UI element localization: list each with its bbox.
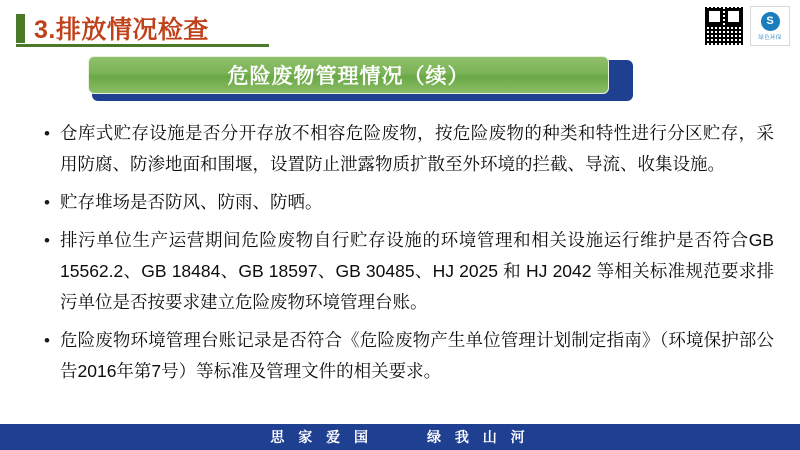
list-item xyxy=(44,325,774,387)
logo-caption: 绿色环保 xyxy=(758,34,782,41)
section-banner xyxy=(88,56,633,101)
list-item-text: 危险废物环境管理台账记录是否符合《危险废物产生单位管理计划制定指南》（环境保护部公告2016年第7号）等标准及管理文件的相关要求。 xyxy=(60,330,774,381)
bullet-marker-icon: • xyxy=(44,231,50,250)
banner-plate xyxy=(88,56,609,94)
page-footer xyxy=(0,424,800,450)
list-item-text: 仓库式贮存设施是否分开存放不相容危险废物，按危险废物的种类和特性进行分区贮存，采用防腐、防渗地面和围堰，设置防止泄露物质扩散至外环境的拦截、导流、收集设施。 xyxy=(60,123,774,174)
bullet-list xyxy=(44,118,774,394)
logo-group xyxy=(704,6,790,46)
page-header xyxy=(16,10,209,46)
list-item-text: 贮存堆场是否防风、防雨、防晒。 xyxy=(60,192,323,212)
page-title: 3.排放情况检查 xyxy=(34,16,209,44)
list-item xyxy=(44,187,774,218)
bullet-marker-icon: • xyxy=(44,331,50,350)
list-item xyxy=(44,118,774,180)
list-item xyxy=(44,225,774,318)
bullet-marker-icon: • xyxy=(44,124,50,143)
list-item-text: 排污单位生产运营期间危险废物自行贮存设施的环境管理和相关设施运行维护是否符合GB 15562.2、GB 18484、GB 18597、GB 30485、HJ 2025 和 HJ 2042 等相关标准规范要求排污单位是否按要求建立危险废物环境管理台账。 xyxy=(60,230,774,312)
qr-code-icon[interactable] xyxy=(704,6,744,46)
organization-logo xyxy=(750,6,790,46)
footer-slogan-right: 绿 我 山 河 xyxy=(427,429,530,445)
header-underline xyxy=(16,44,269,47)
banner-title: 危险废物管理情况（续） xyxy=(227,65,470,88)
bullet-marker-icon: • xyxy=(44,193,50,212)
footer-slogan-left: 思 家 爱 国 xyxy=(270,429,373,445)
header-accent-bar xyxy=(16,14,25,43)
logo-mark-icon: S xyxy=(761,12,780,31)
